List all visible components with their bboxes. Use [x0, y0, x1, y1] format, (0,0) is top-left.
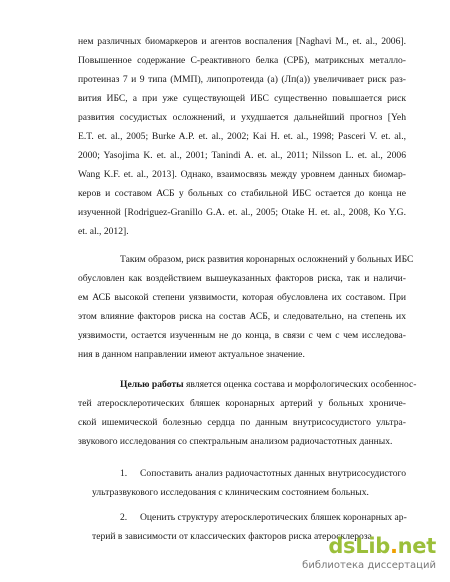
watermark-subtitle: библиотека диссертаций — [302, 560, 436, 571]
text-line: уязвимости, остается изученным не до конца, в связи с чем с чем исследова- — [78, 330, 406, 341]
text-line: ультразвукового исследования с клиническим состоянием больных. — [92, 487, 369, 498]
text-line: ской ишемической болезнью сердца по данным внутрисосудистого ультра- — [78, 417, 406, 428]
text-line — [120, 379, 417, 391]
dslib-logo — [328, 534, 436, 558]
text-line: вития ИБС, а при уже существующей ИБС существенно повышается риск — [78, 93, 406, 104]
aim-label: Целью работы — [120, 379, 184, 390]
dslib-watermark — [296, 534, 436, 574]
text-line: протеиназ 7 и 9 типа (ММП), липопротеида (а) (Лп(а)) увеличивает риск раз- — [78, 74, 406, 85]
text-line: Wang K.F. et. al., 2013]. Однако, взаимосвязь между уровнем данных биомар- — [78, 169, 406, 180]
text-line: развития сосудистых осложнений, и ухудшается дальнейший прогноз [Yeh — [78, 112, 406, 123]
aim-text: является оценка состава и морфологических особеннос- — [183, 379, 417, 390]
text-line: ния в данном направлении имеют актуальное значение. — [78, 349, 305, 360]
text-line: звукового исследования со спектральным анализом радиочастотных данных. — [78, 436, 393, 447]
text-line: этом влияние факторов риска на состав АСБ, и следовательно, на степень их — [78, 311, 406, 322]
logo-dot: . — [389, 534, 398, 558]
text-line: Оценить структуру атеросклеротических бляшек коронарных ар- — [140, 512, 407, 523]
list-number: 2. — [120, 512, 128, 523]
text-line: тей атеросклеротических бляшек коронарных артерий у больных хрониче- — [78, 398, 406, 409]
text-line: ем АСБ высокой степени уязвимости, которая обусловлена их составом. При — [78, 292, 406, 303]
logo-main: dsLib — [328, 534, 390, 558]
text-line: обусловлен как воздействием вышеуказанных факторов риска, так и наличи- — [78, 273, 406, 284]
text-line: Таким образом, риск развития коронарных осложнений у больных ИБС — [120, 254, 414, 265]
text-line: керов и составом АСБ у больных со стабильной ИБС остается до конца не — [78, 188, 406, 199]
text-line: Сопоставить анализ радиочастотных данных внутрисосудистого — [140, 468, 406, 479]
text-line: изученной [Rodriguez-Granillo G.A. et. al., 2005; Otake H. et. al., 2008, Ko Y.G. — [78, 207, 406, 218]
text-line: нем различных биомаркеров и агентов воспаления [Naghavi M., et. al., 2006]. — [78, 36, 406, 47]
text-line: Повышенное содержание С-реактивного белка (СРБ), матриксных металло- — [78, 55, 406, 66]
text-line: E.T. et. al., 2005; Burke A.P. et. al., 2002; Kai H. et. al., 1998; Pasceri V. et. al., — [78, 131, 406, 142]
text-line: терий в зависимости от классических факторов риска атеросклероза. — [92, 531, 375, 542]
list-number: 1. — [120, 468, 128, 479]
text-line: et. al., 2012]. — [78, 226, 129, 237]
logo-tld: net — [397, 534, 436, 558]
text-line: 2000; Yasojima K. et. al., 2001; Tanindi A. et. al., 2011; Nilsson L. et. al., 2006 — [78, 150, 406, 161]
